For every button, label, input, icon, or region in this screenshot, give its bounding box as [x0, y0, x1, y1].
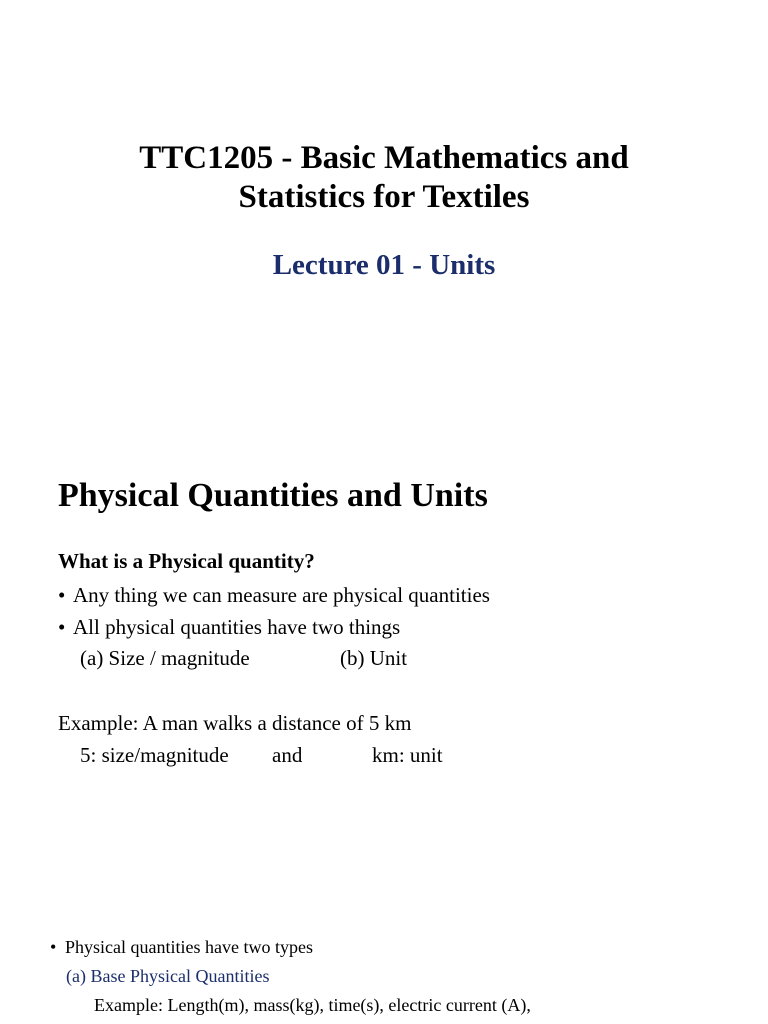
sub-heading-base-quantities: (a) Base Physical Quantities — [66, 966, 270, 986]
slide-title — [0, 139, 768, 217]
example-text: Example: A man walks a distance of 5 km — [58, 711, 412, 735]
example-unit: km: unit — [372, 743, 443, 767]
bullet-marker: • — [58, 583, 66, 607]
question-heading: What is a Physical quantity? — [58, 549, 315, 573]
bullet-item — [50, 937, 313, 958]
slide-subtitle: Lecture 01 - Units — [272, 249, 496, 281]
bullet-marker: • — [58, 615, 66, 639]
bullet-text: All physical quantities have two things — [73, 615, 401, 639]
bullet-item — [58, 615, 400, 640]
example-size: 5: size/magnitude — [80, 743, 229, 767]
example-text: Example: Length(m), mass(kg), time(s), electric current (A), — [94, 995, 531, 1015]
slide-title-line-1: TTC1205 - Basic Mathematics and — [139, 140, 629, 176]
slide-title-line-2: Statistics for Textiles — [238, 179, 530, 215]
section-heading: Physical Quantities and Units — [58, 477, 488, 514]
sub-item-size: (a) Size / magnitude — [80, 646, 250, 670]
sub-item-unit: (b) Unit — [340, 646, 408, 670]
bullet-text: Any thing we can measure are physical quantities — [73, 583, 490, 607]
bullet-item — [58, 583, 490, 608]
bullet-text: Physical quantities have two types — [65, 937, 313, 957]
example-and: and — [272, 743, 303, 767]
bullet-marker: • — [50, 937, 57, 957]
